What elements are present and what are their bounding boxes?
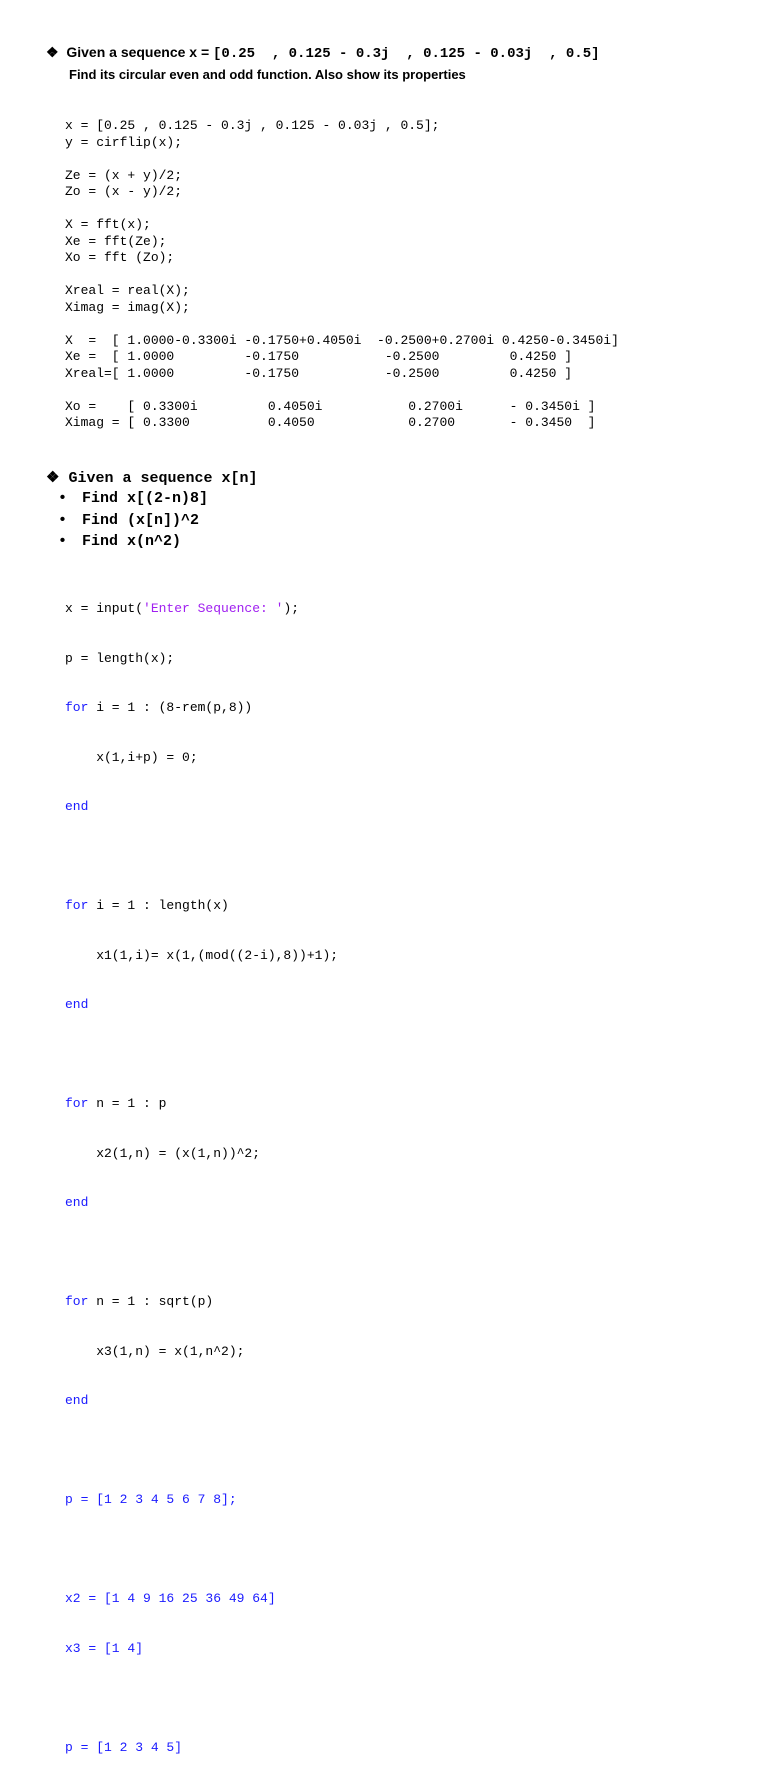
section1-heading: [46, 44, 600, 62]
code-line: [65, 1195, 338, 1212]
list-item-text: Find x[(2-n)8]: [82, 490, 209, 507]
code-line: Xo = fft (Zo);: [65, 250, 175, 265]
code-keyword: end: [65, 1393, 89, 1408]
code-line: [65, 316, 619, 333]
code-keyword: end: [65, 799, 89, 814]
code-line: x1(1,i)= x(1,(mod((2-i),8))+1);: [65, 947, 339, 963]
section2-code-block: [65, 568, 338, 1773]
code-line: Ximag = [ 0.3300 0.4050 0.2700 - 0.3450 ]: [65, 415, 596, 430]
section1-subtitle: Find its circular even and odd function. Also show its properties: [69, 67, 466, 82]
code-line: [65, 799, 338, 816]
code-line: Ze = (x + y)/2;: [65, 167, 183, 183]
output-line: p = [1 2 3 4 5]: [65, 1739, 183, 1755]
section1-title-prefix: Given a sequence x =: [66, 44, 214, 60]
list-item: [58, 512, 199, 529]
section2-title: Given a sequence x[n]: [68, 470, 258, 487]
code-line: Xreal=[ 1.0000 -0.1750 -0.2500 0.4250 ]: [65, 365, 573, 381]
code-line: x = [0.25 , 0.125 - 0.3j , 0.125 - 0.03j , 0.5];: [65, 118, 440, 133]
code-line: [65, 1096, 338, 1113]
code-text: );: [283, 601, 300, 616]
section1-title-sequence: [0.25 , 0.125 - 0.3j , 0.125 - 0.03j , 0.5]: [213, 46, 600, 62]
code-line: Zo = (x - y)/2;: [65, 184, 183, 199]
list-item-text: Find (x[n])^2: [82, 512, 200, 529]
bullet-icon: •: [58, 512, 68, 529]
code-line: [65, 1542, 338, 1559]
code-line: [65, 1690, 338, 1707]
code-keyword: for: [65, 1294, 89, 1309]
code-line: [65, 1443, 338, 1460]
code-text: n = 1 : p: [88, 1096, 167, 1111]
output-line: x2 = [1 4 9 16 25 36 49 64]: [65, 1591, 276, 1606]
diamond-bullet-icon: ❖: [46, 470, 60, 487]
code-text: i = 1 : length(x): [88, 898, 229, 913]
list-item: [58, 490, 208, 507]
code-line: p = length(x);: [65, 650, 175, 666]
code-line: [65, 849, 338, 866]
code-keyword: end: [65, 997, 89, 1012]
code-text: i = 1 : (8-rem(p,8)): [88, 700, 253, 715]
code-line: [65, 997, 338, 1014]
code-line: [65, 1294, 338, 1311]
code-line: X = [ 1.0000-0.3300i -0.1750+0.4050i -0.2500+0.2700i 0.4250-0.3450i]: [65, 332, 619, 348]
code-line: x3(1,n) = x(1,n^2);: [65, 1343, 245, 1359]
code-text: x = input(: [65, 601, 144, 616]
code-line: [65, 1245, 338, 1262]
code-line: y = cirflip(x);: [65, 134, 183, 150]
code-line: [65, 201, 619, 218]
output-line: p = [1 2 3 4 5 6 7 8];: [65, 1492, 237, 1507]
code-line: [65, 898, 338, 915]
code-line: [65, 700, 338, 717]
code-line: [65, 1393, 338, 1410]
bullet-icon: •: [58, 490, 68, 507]
code-keyword: for: [65, 898, 89, 913]
code-line: Xe = [ 1.0000 -0.1750 -0.2500 0.4250 ]: [65, 349, 573, 364]
code-line: [65, 382, 619, 399]
code-text: n = 1 : sqrt(p): [88, 1294, 214, 1309]
list-item-text: Find x(n^2): [82, 533, 182, 550]
code-line: [65, 267, 619, 284]
code-line: [65, 601, 338, 618]
code-line: x(1,i+p) = 0;: [65, 749, 198, 765]
output-line: x3 = [1 4]: [65, 1640, 144, 1656]
code-line: Ximag = imag(X);: [65, 299, 190, 315]
code-keyword: end: [65, 1195, 89, 1210]
section1-code-block: [65, 118, 619, 432]
code-keyword: for: [65, 700, 89, 715]
code-line: X = fft(x);: [65, 217, 151, 232]
bullet-icon: •: [58, 533, 68, 550]
code-line: Xe = fft(Ze);: [65, 233, 167, 249]
code-keyword: for: [65, 1096, 89, 1111]
code-line: x2(1,n) = (x(1,n))^2;: [65, 1145, 261, 1161]
code-line: Xo = [ 0.3300i 0.4050i 0.2700i - 0.3450i ]: [65, 398, 596, 414]
list-item: [58, 533, 181, 550]
code-line: [65, 151, 619, 168]
code-string: 'Enter Sequence: ': [143, 601, 284, 616]
diamond-bullet-icon: ❖: [46, 44, 59, 60]
code-line: [65, 1047, 338, 1064]
section2-heading: [46, 468, 258, 487]
code-line: Xreal = real(X);: [65, 283, 190, 298]
